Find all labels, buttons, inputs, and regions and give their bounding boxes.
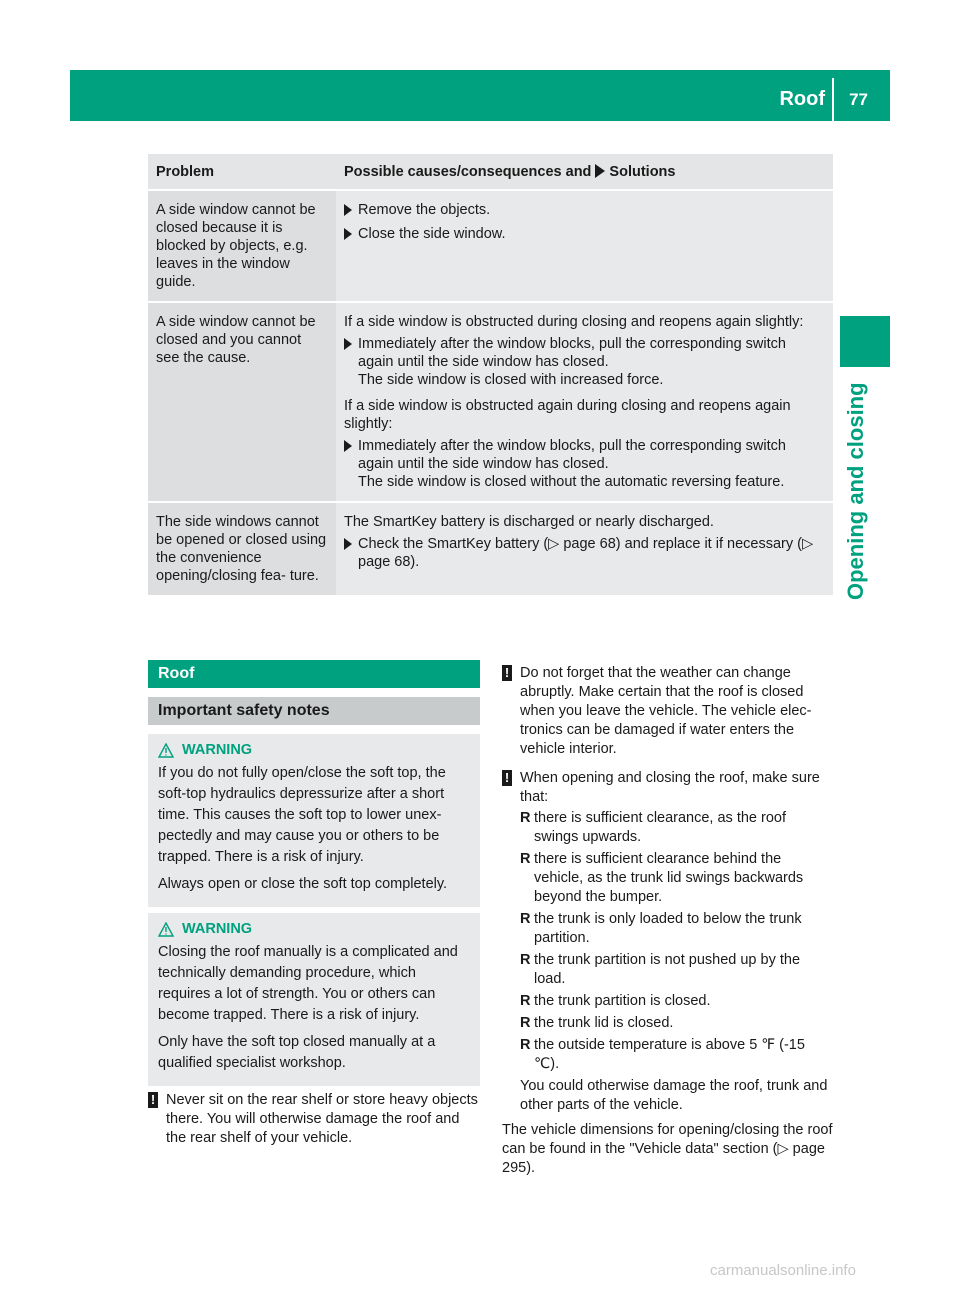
solution-cell <box>336 503 833 595</box>
solution-paragraph: The SmartKey battery is discharged or nearly discharged. <box>344 514 714 530</box>
note-text: You could otherwise damage the roof, trunk and other parts of the vehicle. <box>520 1078 828 1113</box>
arrow-icon <box>595 164 605 178</box>
list-item: R the trunk lid is closed. <box>520 1015 674 1031</box>
warning-text: Only have the soft top closed manually at a qualified specialist workshop. <box>158 1034 436 1071</box>
list-item: R the trunk is only loaded to below the trunk partition. <box>520 911 802 946</box>
damage-note <box>148 1091 482 1148</box>
list-item: R there is sufficient clearance, as the roof swings upwards. <box>520 810 787 845</box>
warning-box <box>148 913 480 1086</box>
header-divider <box>832 78 834 121</box>
step-result: The side window is closed without the automatic reversing feature. <box>358 474 785 490</box>
chapter-tab <box>840 316 890 367</box>
step-text: Close the side window. <box>358 226 506 242</box>
damage-note <box>502 664 834 759</box>
list-item: R the outside temperature is above 5 ℉ (‑15 ℃). <box>520 1037 805 1072</box>
col-solutions-pre: Possible causes/consequences and <box>344 164 592 180</box>
page-number: 77 <box>849 90 868 109</box>
section-title: Roof <box>779 88 825 110</box>
note-text: Never sit on the rear shelf or store heavy objects there. You will otherwise damage the roof and the rear shelf of your vehicle. <box>166 1092 478 1146</box>
list-item: R there is sufficient clearance behind the vehicle, as the trunk lid swings backwards beyond the bumper. <box>520 851 804 905</box>
damage-note <box>502 769 834 1115</box>
step-text: Remove the objects. <box>358 202 491 218</box>
step-result: The side window is closed with increased force. <box>358 372 664 388</box>
warning-text: If you do not fully open/close the soft top, the soft-top hydraulics depressurize after a short time. This causes the soft top to lower unex- pectedly and may cause you or others to be trapped. There is a risk of injury. <box>158 765 446 865</box>
watermark: carmanualsonline.info <box>710 1262 856 1279</box>
note-text: When opening and closing the roof, make sure that: <box>520 770 820 805</box>
warning-label: WARNING <box>182 921 253 937</box>
warning-label: WARNING <box>182 742 253 758</box>
table-row <box>148 503 833 595</box>
warning-triangle-icon <box>158 922 174 937</box>
arrow-icon <box>344 204 352 216</box>
checklist <box>520 809 834 1074</box>
list-item: R the trunk partition is not pushed up by the load. <box>520 952 801 987</box>
right-column <box>502 664 834 1178</box>
chapter-label: Opening and closing <box>843 382 868 600</box>
arrow-icon <box>344 338 352 350</box>
step-text: Immediately after the window blocks, pull the corresponding switch again until the side window has closed. <box>358 336 786 370</box>
solution-cell <box>336 191 833 301</box>
closing-paragraph: The vehicle dimensions for opening/closing the roof can be found in the "Vehicle data" section (▷ page 295). <box>502 1122 833 1176</box>
exclamation-icon: ! <box>502 770 512 786</box>
exclamation-icon: ! <box>502 665 512 681</box>
problem-cell: A side window cannot be closed because it is blocked by objects, e.g. leaves in the window guide. <box>148 191 336 301</box>
problems-table <box>148 154 833 595</box>
solution-paragraph: If a side window is obstructed during closing and reopens again slightly: <box>344 314 804 330</box>
step-text: Check the SmartKey battery (▷ page 68) and replace it if necessary (▷ page 68). <box>358 536 814 570</box>
table-row <box>148 303 833 501</box>
warning-text: Closing the roof manually is a complicated and technically demanding procedure, which requires a lot of strength. You or others can become trapped. There is a risk of injury. <box>158 944 458 1023</box>
warning-box <box>148 734 480 907</box>
header-bar <box>70 70 890 121</box>
arrow-icon <box>344 228 352 240</box>
note-text: Do not forget that the weather can change abruptly. Make certain that the roof is closed when you leave the vehicle. The vehicle elec- tronics can be damaged if water enters the vehicle interior. <box>520 665 812 757</box>
solution-paragraph: If a side window is obstructed again during closing and reopens again slightly: <box>344 398 791 432</box>
problem-cell: A side window cannot be closed and you cannot see the cause. <box>148 303 336 501</box>
safety-notes-heading: Important safety notes <box>148 697 480 725</box>
solution-cell <box>336 303 833 501</box>
col-solutions-header <box>336 154 833 189</box>
table-header-row <box>148 154 833 189</box>
warning-triangle-icon <box>158 743 174 758</box>
list-item: R the trunk partition is closed. <box>520 993 711 1009</box>
warning-text: Always open or close the soft top completely. <box>158 876 448 892</box>
col-solutions-post: Solutions <box>609 164 676 180</box>
table-row <box>148 191 833 301</box>
roof-section-heading: Roof <box>148 660 480 688</box>
problem-cell: The side windows cannot be opened or closed using the convenience opening/closing fea- ture. <box>148 503 336 595</box>
col-problem-header: Problem <box>148 154 336 189</box>
step-text: Immediately after the window blocks, pull the corresponding switch again until the side window has closed. <box>358 438 786 472</box>
arrow-icon <box>344 538 352 550</box>
arrow-icon <box>344 440 352 452</box>
exclamation-icon: ! <box>148 1092 158 1108</box>
